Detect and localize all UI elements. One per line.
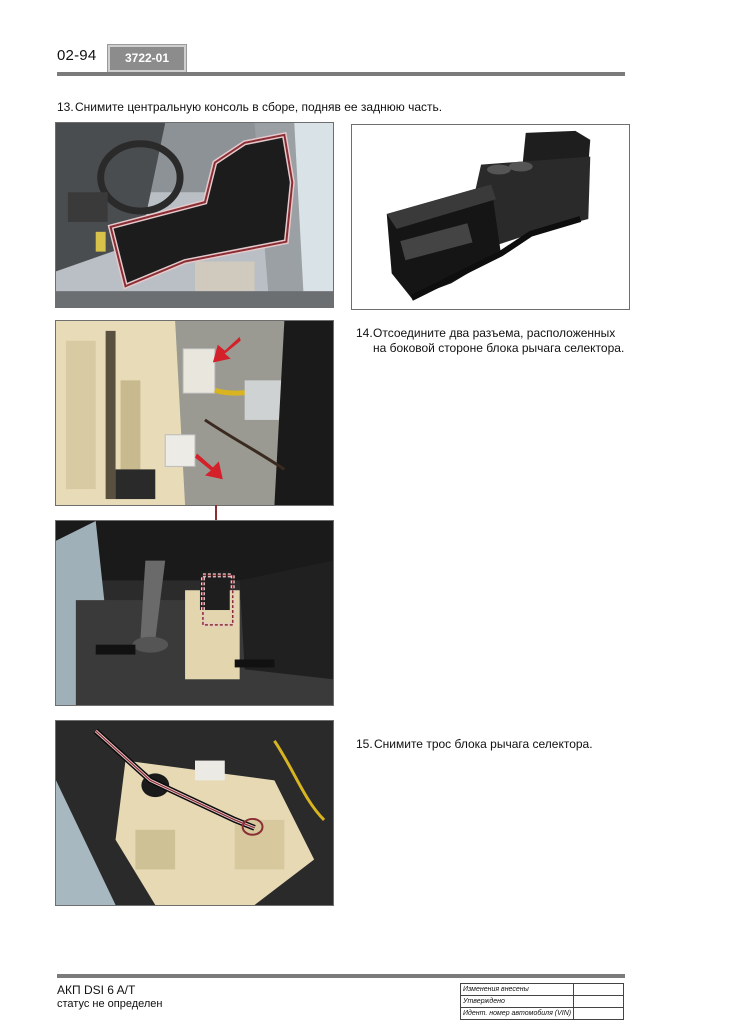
revision-row-vin <box>461 1008 624 1020</box>
photo-console-in-car <box>55 122 334 308</box>
step-13-number: 13. <box>57 100 74 114</box>
footer-status: статус не определен <box>57 998 163 1010</box>
photo-selector-location <box>55 520 334 706</box>
revision-table <box>460 983 624 1020</box>
step-14 <box>356 326 631 356</box>
step-15-number: 15. <box>356 737 373 751</box>
photo-removed-console <box>351 124 630 310</box>
footer-divider <box>57 974 625 978</box>
revision-label-vin: Идент. номер автомобиля (VIN) <box>461 1008 574 1020</box>
footer-title: АКП DSI 6 A/T <box>57 983 136 997</box>
step-13 <box>57 100 442 115</box>
step-15 <box>356 737 593 752</box>
header-divider <box>57 72 625 76</box>
section-code-badge: 3722-01 <box>108 45 186 72</box>
photo-connectors-closeup <box>55 320 334 506</box>
revision-row-approved <box>461 996 624 1008</box>
photo-selector-cable <box>55 720 334 906</box>
step-13-text: Снимите центральную консоль в сборе, подняв ее заднюю часть. <box>75 100 443 114</box>
revision-value-vin <box>574 1008 624 1020</box>
step-14-number: 14. <box>356 326 373 340</box>
revision-label-approved: Утверждено <box>461 996 574 1008</box>
page-number: 02-94 <box>57 47 97 64</box>
revision-label-changes: Изменения внесены <box>461 984 574 996</box>
revision-value-changes <box>574 984 624 996</box>
step-15-text: Снимите трос блока рычага селектора. <box>374 737 593 751</box>
step-14-text: Отсоедините два разъема, расположенных на боковой стороне блока рычага селектора. <box>373 326 625 355</box>
revision-value-approved <box>574 996 624 1008</box>
revision-row-changes <box>461 984 624 996</box>
